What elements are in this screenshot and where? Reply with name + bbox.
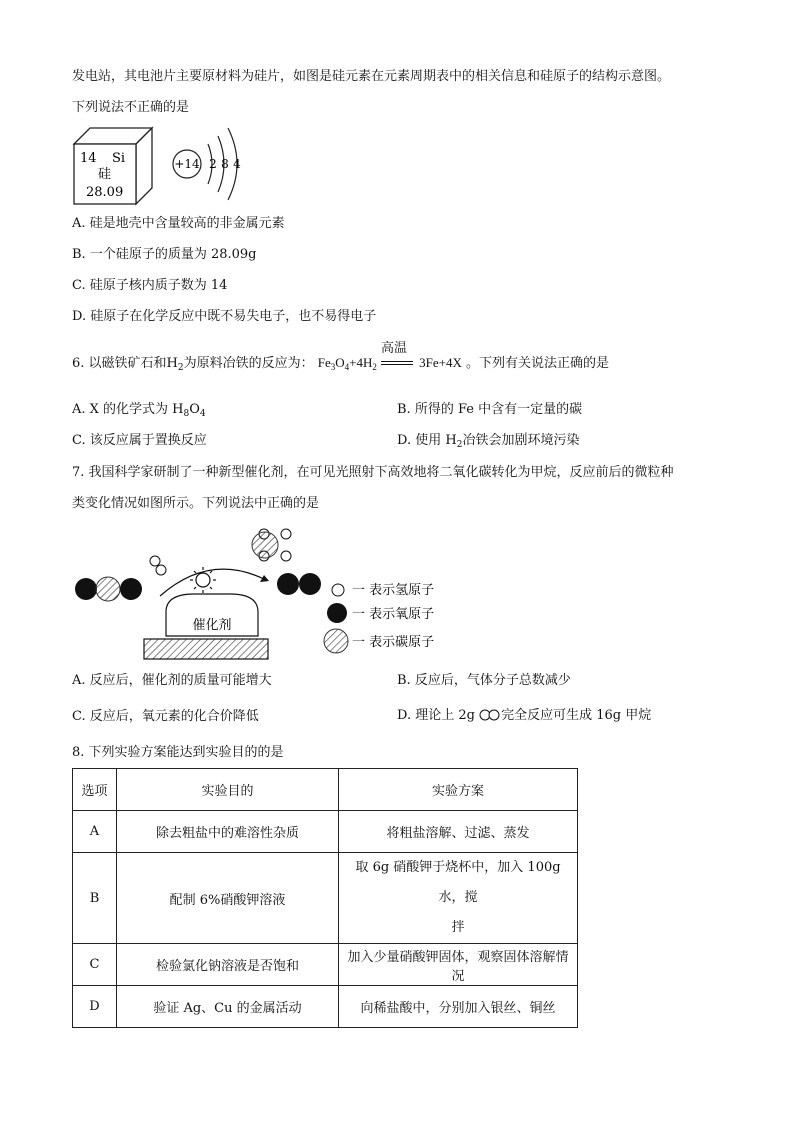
q6-option-d: D. 使用 $H_2$冶铁会加剧环境污染 [397, 433, 580, 450]
hydrogen-atom [281, 529, 291, 539]
h2-molecule-icon [479, 708, 501, 722]
shell-electrons-2: 8 [221, 157, 229, 171]
q6-option-b: B. 所得的 Fe 中含有一定量的碳 [397, 402, 583, 417]
catalyst-base [144, 639, 268, 659]
experiment-table [72, 768, 578, 1028]
q8-stem: 8. 下列实验方案能达到实验目的的是 [72, 745, 284, 760]
nucleus-charge: +14 [174, 157, 200, 171]
legend-oxygen-label: 一 表示氧原子 [352, 607, 435, 622]
element-name: 硅 [98, 167, 112, 182]
oxygen-atom [277, 573, 299, 595]
legend-oxygen-symbol [327, 603, 347, 623]
atomic-number: 14 [80, 151, 97, 166]
q5-option-b: B. 一个硅原子的质量为 28.09g [72, 247, 257, 262]
hydrogen-atom [156, 565, 166, 575]
question-prompt: 下列说法不正确的是 [72, 100, 190, 115]
row-option: B [73, 853, 117, 944]
table-row [73, 811, 578, 853]
row-plan-line-1: 取 6g 硝酸钾于烧杯中，加入 100g 水，搅 [355, 860, 561, 905]
row-option: D [73, 986, 117, 1028]
q6-equation-right: 3Fe+4X [419, 355, 462, 370]
q6-option-a: A. X 的化学式为 $H_8O_4$ [72, 402, 206, 419]
row-purpose: 除去粗盐中的难溶性杂质 [117, 811, 339, 853]
q7-stem-line-2: 类变化情况如图所示。下列说法中正确的是 [72, 496, 320, 511]
row-option: A [73, 811, 117, 853]
row-plan [339, 853, 578, 944]
arrow-head [260, 575, 269, 582]
q5-option-a: A. 硅是地壳中含量较高的非金属元素 [72, 216, 285, 231]
silicon-element-card [72, 124, 156, 206]
legend-carbon-label: 一 表示碳原子 [352, 635, 435, 650]
row-option: C [73, 944, 117, 986]
oxygen-atom [120, 578, 142, 600]
legend-carbon-symbol [324, 629, 348, 653]
row-purpose: 验证 Ag、Cu 的金属活动 [117, 986, 339, 1028]
oxygen-atom [299, 573, 321, 595]
q7-option-d [397, 708, 651, 722]
q6-suffix: 。下列有关说法正确的是 [466, 356, 610, 371]
silicon-atom-diagram [170, 124, 250, 204]
element-symbol: Si [112, 151, 126, 166]
sun-icon [190, 567, 216, 593]
row-plan: 将粗盐溶解、过滤、蒸发 [339, 811, 578, 853]
q6-condition: 高温 [381, 340, 408, 356]
q6-option-c: C. 该反应属于置换反应 [72, 433, 207, 448]
shell-electrons-1: 2 [209, 157, 217, 171]
header-plan: 实验方案 [339, 769, 578, 811]
atomic-mass: 28.09 [86, 185, 124, 200]
row-plan: 加入少量硝酸钾固体，观察固体溶解情况 [339, 944, 578, 986]
q6-equation-left: $Fe_3O_4+4H_2$ [317, 355, 377, 372]
q6-stem [72, 340, 610, 373]
legend-hydrogen-label: 一 表示氢原子 [352, 583, 435, 598]
table-row [73, 853, 578, 944]
q5-option-d: D. 硅原子在化学反应中既不易失电子，也不易得电子 [72, 309, 377, 324]
q6-prefix-sub: 2 [177, 363, 184, 373]
carbon-atom [252, 532, 278, 558]
q7-stem-line-1: 7. 我国科学家研制了一种新型催化剂，在可见光照射下高效地将二氧化碳转化为甲烷，反应前后的微粒种 [72, 465, 674, 480]
row-purpose: 检验氯化钠溶液是否饱和 [117, 944, 339, 986]
table-header-row [73, 769, 578, 811]
row-plan-line-2: 拌 [451, 920, 465, 935]
row-purpose: 配制 6%硝酸钾溶液 [117, 853, 339, 944]
q7-option-c: C. 反应后，氧元素的化合价降低 [72, 709, 259, 724]
intro-line-1: 发电站，其电池片主要原材料为硅片，如图是硅元素在元素周期表中的相关信息和硅原子的结构示意图。 [72, 69, 671, 84]
table-row [73, 944, 578, 986]
q6-prefix-rest: 为原料冶铁的反应为： [183, 356, 314, 371]
hydrogen-atom [281, 551, 291, 561]
header-purpose: 实验目的 [117, 769, 339, 811]
row-plan: 向稀盐酸中，分别加入银丝、铜丝 [339, 986, 578, 1028]
reaction-arrow [160, 569, 266, 596]
oxygen-atom [75, 578, 97, 600]
q6-prefix: 6. 以磁铁矿石和H [72, 356, 178, 371]
hydrogen-atom [150, 556, 160, 566]
catalyst-reaction-diagram [70, 522, 450, 664]
catalyst-label: 催化剂 [192, 618, 232, 633]
q7-option-d-pre: D. 理论上 2g [397, 708, 475, 723]
carbon-atom [96, 577, 120, 601]
q7-option-b: B. 反应后，气体分子总数减少 [397, 673, 571, 688]
legend-hydrogen-symbol [332, 584, 344, 596]
q7-option-d-post: 完全反应可生成 16g 甲烷 [501, 708, 652, 723]
q5-option-c: C. 硅原子核内质子数为 14 [72, 278, 228, 293]
header-option: 选项 [73, 769, 117, 811]
q7-option-a: A. 反应后，催化剂的质量可能增大 [72, 673, 272, 688]
table-row [73, 986, 578, 1028]
shell-electrons-3: 4 [233, 157, 241, 171]
q6-reaction-arrow [381, 340, 415, 370]
